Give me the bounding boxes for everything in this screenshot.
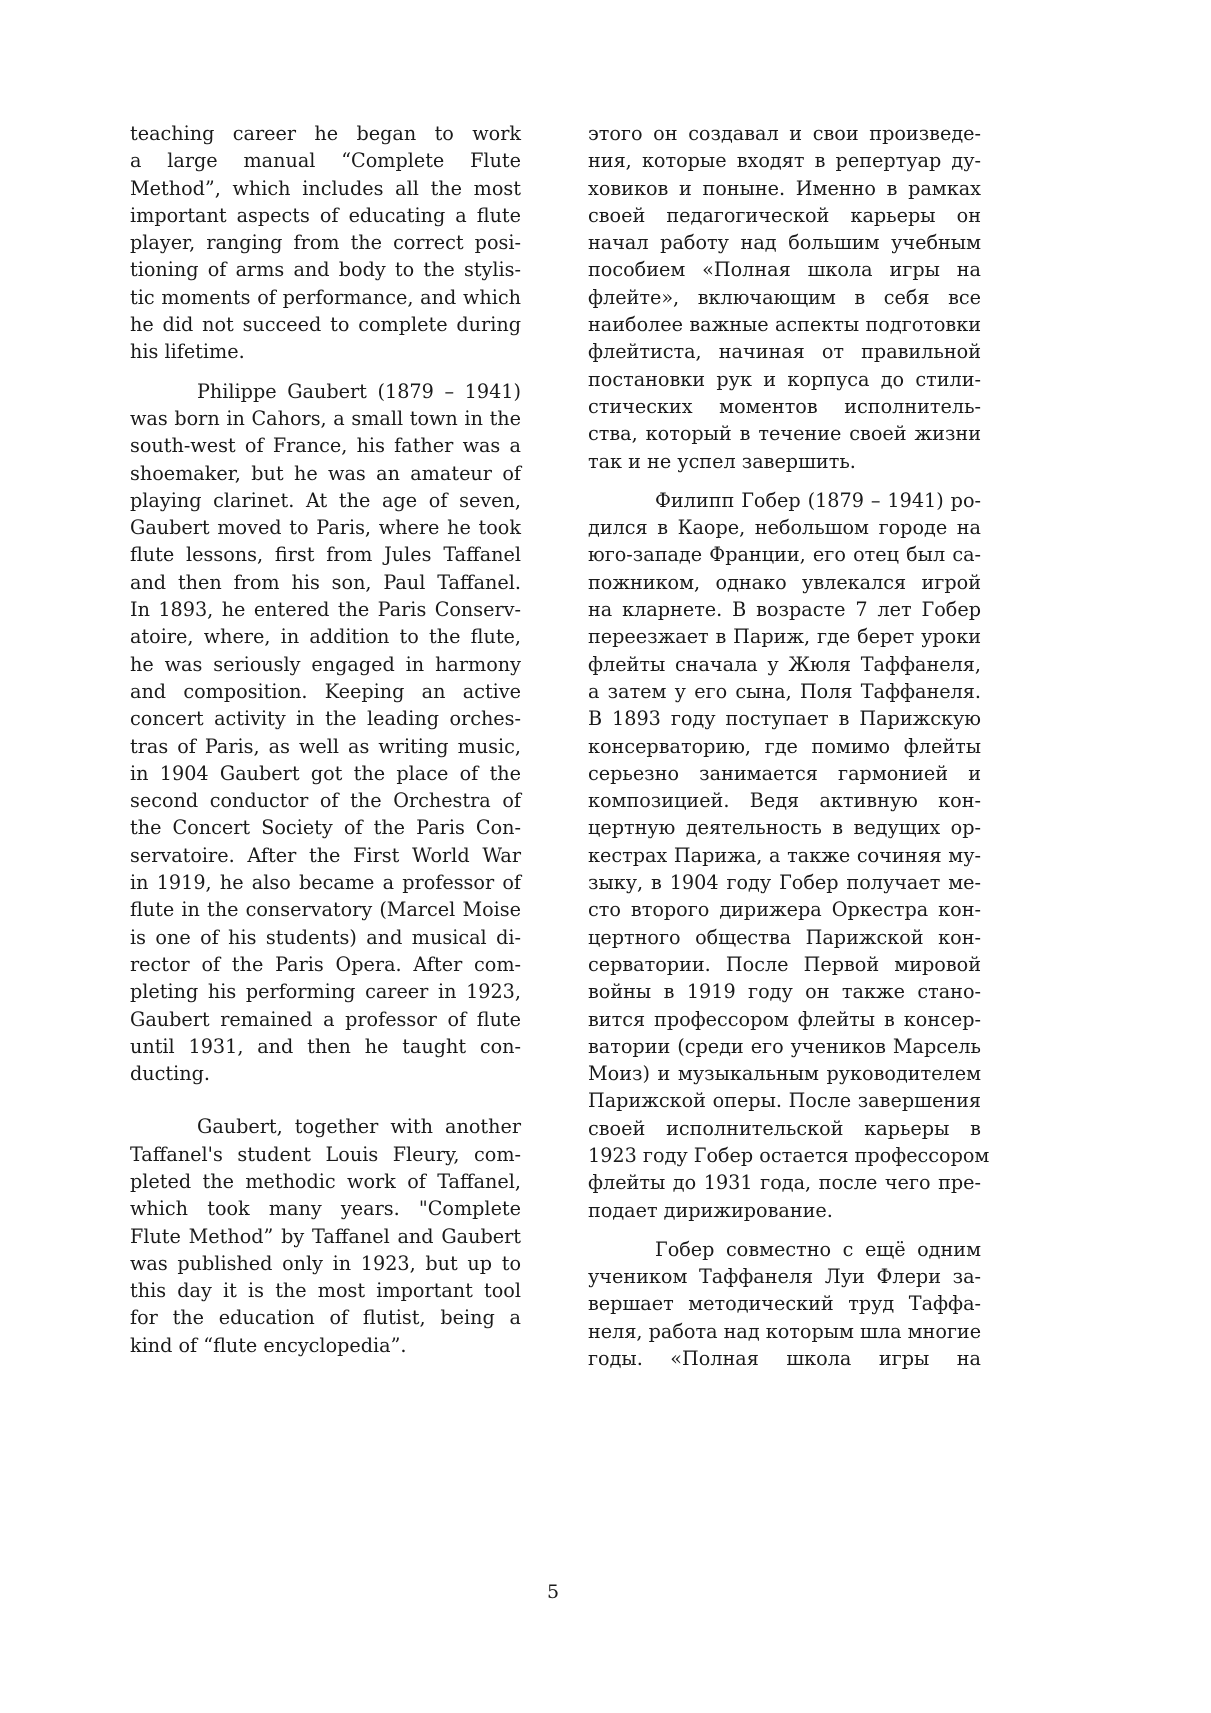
text-line: Philippe Gaubert (1879 – 1941) [197,379,521,403]
text-line: for the education of flutist, being a [130,1306,521,1330]
text-line: В 1893 году поступает в Парижскую [588,707,981,731]
text-line: he did not succeed to complete during [130,313,521,337]
text-line: second conductor of the Orchestra of [130,789,521,813]
text-line: the Concert Society of the Paris Con- [130,816,521,840]
text-line: пожником, однако увлекался игрой [588,570,981,594]
text-line: Гобер совместно с ещё одним [655,1237,981,1261]
text-line: флейте», включающим в себя все [588,285,981,309]
text-line: подает дирижирование. [588,1198,833,1222]
russian-column [588,120,990,1372]
paragraph-gaubert-biography [130,378,521,1088]
text-line: учеником Таффанеля Луи Флери за- [588,1265,981,1289]
text-line: playing clarinet. At the age of seven, [130,488,521,512]
text-line: flute lessons, first from Jules Taffanel [130,543,521,567]
text-line: стических моментов исполнитель- [588,394,981,418]
text-line: Taffanel's student Louis Fleury, com- [130,1142,521,1166]
text-line: south-west of France, his father was a [130,434,521,458]
text-line: ducting. [130,1062,210,1086]
paragraph-spacer [588,1224,981,1236]
text-line: флейтиста, начиная от правильной [588,340,981,364]
text-line: войны в 1919 году он также стано- [588,980,981,1004]
text-line: так и не успел завершить. [588,449,856,473]
text-line: ства, который в течение своей жизни [588,422,981,446]
text-line: concert activity in the leading orches- [130,707,521,731]
text-line: флейты до 1931 года, после чего пре- [588,1171,981,1195]
text-line: Gaubert, together with another [197,1115,521,1139]
text-line: in 1904 Gaubert got the place of the [130,761,521,785]
text-line: ватории (среди его учеников Марсель [588,1034,981,1058]
text-line: цертную деятельность в ведущих ор- [588,816,981,840]
text-line: ния, которые входят в репертуар ду- [588,149,981,173]
text-line: неля, работа над которым шла многие [588,1319,982,1343]
text-line: своей педагогической карьеры он [588,203,981,227]
text-line: своей исполнительской карьеры в [588,1116,981,1140]
paragraph-manual-ru [588,120,981,475]
text-line: серватории. После Первой мировой [588,952,981,976]
text-line: Gaubert moved to Paris, where he took [130,516,521,540]
text-line: Филипп Гобер (1879 – 1941) ро- [655,488,981,512]
text-line: на кларнете. В возрасте 7 лет Гобер [588,598,981,622]
text-line: shoemaker, but he was an amateur of [130,461,521,485]
text-line: kind of “flute encyclopedia”. [130,1333,407,1357]
text-line: a large manual “Complete Flute [130,149,521,173]
text-line: Flute Method” by Taffanel and Gaubert [130,1224,521,1248]
text-line: atoire, where, in addition to the flute, [130,625,521,649]
text-line: tioning of arms and body to the stylis- [130,258,521,282]
text-line: Method”, which includes all the most [130,176,521,200]
paragraph-spacer [588,475,981,487]
text-line: until 1931, and then he taught con- [130,1034,521,1058]
text-line: цертного общества Парижской кон- [588,925,981,949]
text-line: tras of Paris, as well as writing music, [130,734,521,758]
text-line: in 1919, he also became a professor of [130,871,521,895]
text-line: вится профессором флейты в консер- [588,1007,981,1031]
text-line: зыку, в 1904 году Гобер получает ме- [588,871,981,895]
text-line: дился в Каоре, небольшом городе на [588,516,981,540]
text-line: player, ranging from the correct posi- [130,231,521,255]
text-line: is one of his students) and musical di- [130,925,521,949]
paragraph-flute-method [130,1113,521,1359]
text-line: tic moments of performance, and which [130,285,521,309]
text-line: флейты сначала у Жюля Таффанеля, [588,652,981,676]
text-line: наиболее важные аспекты подготовки [588,313,981,337]
text-line: important aspects of educating a flute [130,203,521,227]
text-line: вершает методический труд Таффа- [588,1292,981,1316]
text-line: rector of the Paris Opera. After com- [130,952,521,976]
text-line: pleting his performing career in 1923, [130,980,521,1004]
text-line: was born in Cahors, a small town in the [130,406,521,430]
text-line: and composition. Keeping an active [130,679,521,703]
text-line: and then from his son, Paul Taffanel. [130,570,521,594]
text-line: постановки рук и корпуса до стили- [588,367,981,391]
text-line: композицией. Ведя активную кон- [588,789,981,813]
text-line: сто второго дирижера Оркестра кон- [588,898,981,922]
paragraph-spacer [130,1087,521,1113]
text-line: servatoire. After the First World War [130,843,521,867]
text-line: his lifetime. [130,340,245,364]
text-line: Gaubert remained a professor of flute [130,1007,521,1031]
text-line: этого он создавал и свои произведе- [588,122,981,145]
paragraph-spacer [130,366,521,378]
text-line: 1923 году Гобер остается профессором [588,1143,990,1167]
text-line: pleted the methodic work of Taffanel, [130,1169,521,1193]
english-column [130,120,521,1359]
text-line: начал работу над большим учебным [588,231,981,255]
text-line: консерваторию, где помимо флейты [588,734,981,758]
text-line: годы. «Полная школа игры на [588,1347,981,1371]
text-line: flute in the conservatory (Marcel Moise [130,898,521,922]
text-line: пособием «Полная школа игры на [588,258,981,282]
text-line: а затем у его сына, Поля Таффанеля. [588,679,981,703]
text-line: which took many years. "Complete [130,1197,521,1221]
text-line: переезжает в Париж, где берет уроки [588,625,981,649]
text-line: Моиз) и музыкальным руководителем [588,1062,981,1086]
text-line: this day it is the most important tool [130,1279,521,1303]
text-line: кестрах Парижа, а также сочиняя му- [588,843,981,867]
text-line: teaching career he began to work [130,122,521,145]
paragraph-manual [130,120,521,366]
paragraph-gaubert-biography-ru [588,487,990,1224]
text-line: серьезно занимается гармонией и [588,761,981,785]
text-line: was published only in 1923, but up to [130,1251,521,1275]
text-line: In 1893, he entered the Paris Conserv- [130,598,521,622]
page-number: 5 [546,1581,560,1603]
paragraph-flute-method-ru [588,1236,981,1372]
text-line: Парижской оперы. После завершения [588,1089,981,1113]
text-line: he was seriously engaged in harmony [130,652,521,676]
text-line: юго-западе Франции, его отец был са- [588,543,981,567]
text-line: ховиков и поныне. Именно в рамках [588,176,981,200]
